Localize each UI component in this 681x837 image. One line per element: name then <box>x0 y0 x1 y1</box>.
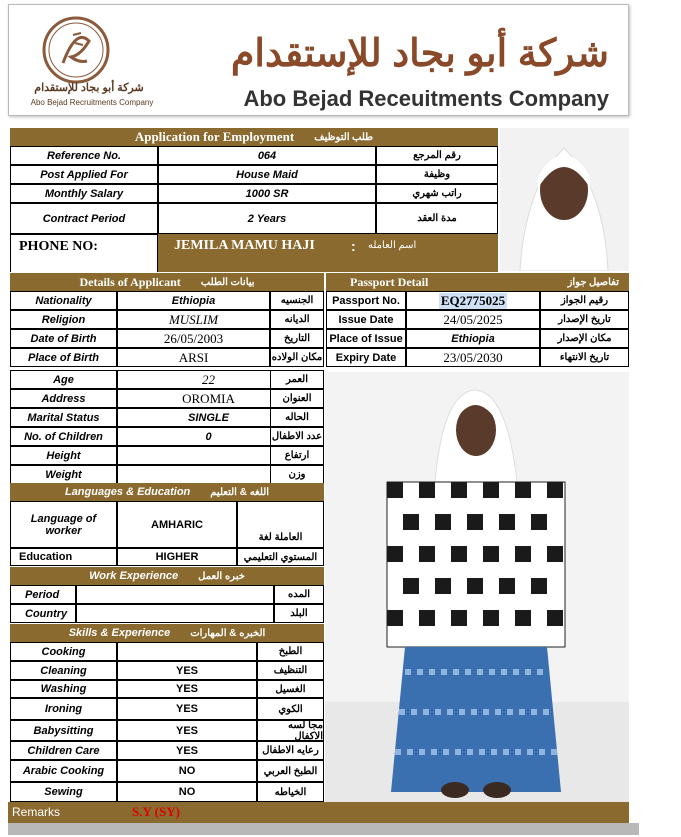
skill-row-label: Cooking <box>10 642 117 661</box>
applicant-row-label-ar: وزن <box>270 465 324 484</box>
bottom-shadow-bar <box>8 823 639 835</box>
applicant-row-value: 0 <box>117 427 300 446</box>
skill-row-value: YES <box>117 698 257 720</box>
passport-row-label-ar: مكان الإصدار <box>540 329 629 348</box>
application-title-ar: طلب التوظيف <box>314 131 374 143</box>
applicant-row-label: Place of Birth <box>10 348 117 367</box>
work-title-en: Work Experience <box>89 570 179 582</box>
applicant-title-ar: بيانات الطلب <box>200 276 255 288</box>
face-photo <box>500 128 629 271</box>
applicant-row-label-ar: مكان الولاده <box>270 348 324 367</box>
applicant-row-label-ar: التاريخ <box>270 329 324 348</box>
applicant-row-label: Date of Birth <box>10 329 117 348</box>
applicant-row-value: OROMIA <box>117 389 300 408</box>
applicant-row-label: Marital Status <box>10 408 117 427</box>
passport-number-highlight: EQ2775025 <box>440 292 506 308</box>
passport-row-label: Place of Issue <box>326 329 406 348</box>
work-band <box>10 567 324 585</box>
period-value <box>76 585 274 604</box>
passport-row-label: Expiry Date <box>326 348 406 367</box>
application-row-label: Post Applied For <box>10 165 158 184</box>
logo-text-en: Abo Bejad Recruitments Company <box>30 98 154 107</box>
applicant-row-label-ar: العمر <box>270 370 324 389</box>
skill-row-value: YES <box>117 661 257 680</box>
phone-label-box <box>10 234 158 272</box>
languages-band <box>10 483 324 501</box>
applicant-row-label: Religion <box>10 310 117 329</box>
applicant-row-label: Weight <box>10 465 117 484</box>
skills-title-ar: الخبره & المهارات <box>190 627 266 639</box>
application-row-label: Monthly Salary <box>10 184 158 203</box>
skill-row-label-ar: رعايه الاطفال <box>257 741 324 760</box>
language-value: AMHARIC <box>117 501 237 548</box>
education-value: HIGHER <box>117 548 237 566</box>
skill-row-label: Sewing <box>10 782 117 802</box>
application-title-en: Application for Employment <box>134 129 295 144</box>
skill-row-label-ar: الخياطه <box>257 782 324 802</box>
applicant-name: JEMILA MAMU HAJI <box>174 238 315 253</box>
skills-title-en: Skills & Experience <box>68 627 171 639</box>
languages-title-ar: اللغه & التعليم <box>210 486 270 498</box>
passport-row-value: Ethiopia <box>406 329 540 348</box>
applicant-row-label: Height <box>10 446 117 465</box>
applicant-row-value: Ethiopia <box>117 291 270 310</box>
application-row-value: 2 Years <box>158 203 376 234</box>
passport-row-value: 24/05/2025 <box>406 310 540 329</box>
country-label-ar: البلد <box>274 604 324 623</box>
skill-row-value: YES <box>117 680 257 698</box>
language-label: Language of worker <box>10 501 117 548</box>
application-row-value: House Maid <box>158 165 376 184</box>
application-row-value: 064 <box>158 146 376 165</box>
skill-row-label: Cleaning <box>10 661 117 680</box>
education-label: Education <box>10 548 117 566</box>
applicant-row-label-ar: عدد الاطفال <box>270 427 324 446</box>
applicant-row-value: SINGLE <box>117 408 300 427</box>
skill-row-label-ar: الطبخ <box>257 642 324 661</box>
application-band <box>10 128 498 146</box>
skill-row-label-ar: الطبخ العربي <box>257 760 324 782</box>
logo-emblem-icon <box>31 13 121 91</box>
skill-row-label: Ironing <box>10 698 117 720</box>
education-label-ar: المستوي التعليمي <box>237 548 324 566</box>
period-label-ar: المده <box>274 585 324 604</box>
passport-row-label-ar: تاريخ الإصدار <box>540 310 629 329</box>
skill-row-label: Children Care <box>10 741 117 760</box>
passport-row-label: Issue Date <box>326 310 406 329</box>
application-row-label-ar: مدة العقد <box>376 203 498 234</box>
skill-row-label: Arabic Cooking <box>10 760 117 782</box>
application-row-label-ar: وظيفة <box>376 165 498 184</box>
passport-row-value: 23/05/2030 <box>406 348 540 367</box>
skill-row-value: NO <box>117 782 257 802</box>
application-row-label: Contract Period <box>10 203 158 234</box>
header-banner <box>8 4 629 116</box>
passport-row-label-ar: تاريخ الانتهاء <box>540 348 629 367</box>
skill-row-label: Washing <box>10 680 117 698</box>
applicant-band <box>10 273 324 291</box>
remarks-value: S.Y (SY) <box>132 804 180 819</box>
passport-row-label: Passport No. <box>326 291 406 310</box>
applicant-row-label-ar: الجنسيه <box>270 291 324 310</box>
passport-title-ar: تفاصيل جواز <box>567 276 619 288</box>
applicant-row-value: ARSI <box>117 348 270 367</box>
work-title-ar: خبره العمل <box>198 570 245 582</box>
languages-title-en: Languages & Education <box>64 486 191 498</box>
application-row-label: Reference No. <box>10 146 158 165</box>
applicant-row-label: Age <box>10 370 117 389</box>
skill-row-value: YES <box>117 741 257 760</box>
skill-row-value: NO <box>117 760 257 782</box>
skill-row-label-ar: الغسيل <box>257 680 324 698</box>
company-name-en: Abo Bejad Receuitments Company <box>243 86 609 111</box>
period-label: Period <box>10 585 76 604</box>
name-colon: : <box>351 238 356 254</box>
language-label-ar: العاملة لغة <box>237 501 324 548</box>
skill-row-label-ar: مجا لسه الاكفال <box>257 720 324 741</box>
applicant-row-label-ar: الديانه <box>270 310 324 329</box>
company-name-ar: شركة أبو بجاد للإستقدام <box>230 33 609 75</box>
country-label: Country <box>10 604 76 623</box>
skill-row-label-ar: التنظيف <box>257 661 324 680</box>
applicant-row-label-ar: ارتفاع <box>270 446 324 465</box>
application-row-label-ar: راتب شهري <box>376 184 498 203</box>
skills-band <box>10 624 324 642</box>
phone-label: PHONE NO: <box>19 239 98 254</box>
application-row-value: 1000 SR <box>158 184 376 203</box>
applicant-row-label: Address <box>10 389 117 408</box>
applicant-row-value: MUSLIM <box>117 310 270 329</box>
full-body-photo <box>325 372 629 802</box>
applicant-row-label: No. of Children <box>10 427 117 446</box>
passport-row-label-ar: رقيم الجواز <box>540 291 629 310</box>
applicant-title-en: Details of Applicant <box>79 274 181 289</box>
name-box <box>158 234 498 272</box>
passport-row-value <box>406 291 540 310</box>
name-label-ar: اسم العامله <box>368 240 417 251</box>
applicant-row-value: 22 <box>117 370 300 389</box>
remarks-bar <box>8 802 629 823</box>
skill-row-label-ar: الكوي <box>257 698 324 720</box>
skill-row-value: YES <box>117 720 257 741</box>
passport-band <box>326 273 629 291</box>
applicant-row-value: 26/05/2003 <box>117 329 270 348</box>
passport-title-en: Passport Detail <box>350 274 429 289</box>
applicant-row-label-ar: العنوان <box>270 389 324 408</box>
applicant-row-label-ar: الحاله <box>270 408 324 427</box>
skill-row-value <box>117 642 257 661</box>
application-row-label-ar: رقم المرجع <box>376 146 498 165</box>
logo-text-ar: شركة أبو بجاد للإستقدام <box>34 82 144 94</box>
country-value <box>76 604 274 623</box>
remarks-label: Remarks <box>12 805 61 819</box>
applicant-row-label: Nationality <box>10 291 117 310</box>
company-logo <box>31 13 121 91</box>
skill-row-label: Babysitting <box>10 720 117 741</box>
